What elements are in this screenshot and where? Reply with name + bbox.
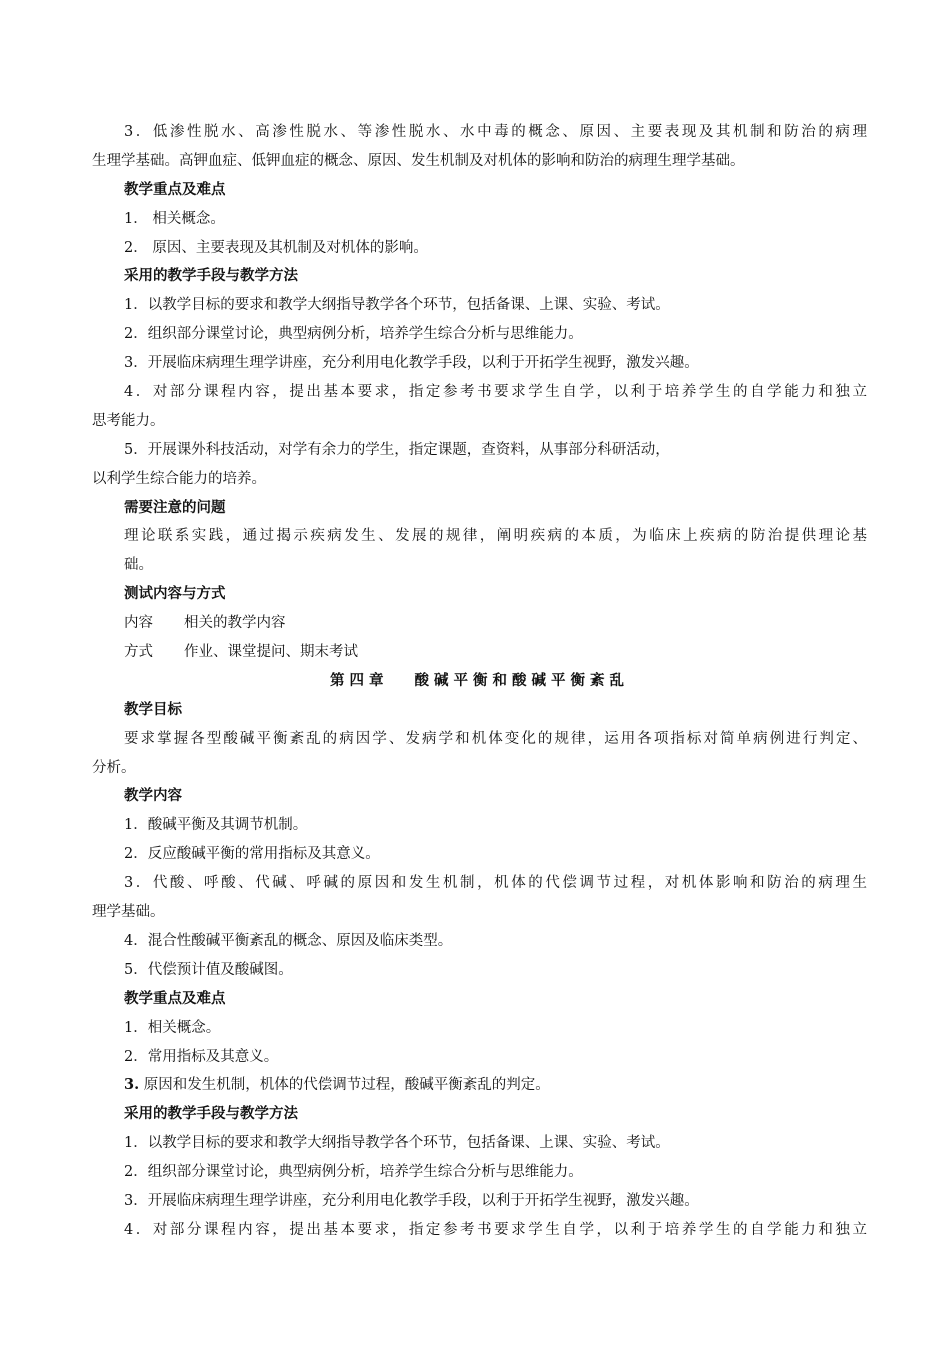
chapter-name: 酸碱平衡和酸碱平衡紊乱	[414, 671, 629, 689]
list-item: 2．反应酸碱平衡的常用指标及其意义。	[124, 846, 380, 863]
heading-notes: 需要注意的问题	[124, 498, 226, 516]
heading-methods: 采用的教学手段与教学方法	[124, 267, 298, 285]
chapter-title	[92, 667, 867, 696]
list-item: 3．开展临床病理生理学讲座，充分利用电化教学手段，以利于开拓学生视野，激发兴趣。	[124, 355, 699, 372]
heading-key-points: 教学重点及难点	[124, 180, 226, 198]
list-item: 1．以教学目标的要求和教学大纲指导教学各个环节，包括备课、上课、实验、考试。	[124, 1135, 670, 1152]
page-content	[92, 118, 867, 1245]
heading-content: 教学内容	[124, 787, 182, 805]
list-item: 2．组织部分课堂讨论，典型病例分析，培养学生综合分析与思维能力。	[124, 326, 583, 343]
paragraph-notes-line1: 理论联系实践，通过揭示疾病发生、发展的规律，阐明疾病的本质，为临床上疾病的防治提供理论基	[124, 528, 867, 545]
list-item: 5．代偿预计值及酸碱图。	[124, 961, 293, 978]
heading-key-points-ch4: 教学重点及难点	[124, 989, 226, 1007]
list-item-continuation: 以利学生综合能力的培养。	[92, 470, 266, 487]
test-method-value: 作业、课堂提问、期末考试	[184, 644, 358, 661]
test-content-label: 内容	[124, 615, 153, 632]
test-method-row	[92, 638, 867, 667]
heading-methods-ch4: 采用的教学手段与教学方法	[124, 1105, 298, 1123]
chapter-number: 第四章	[330, 671, 389, 689]
paragraph-notes-line2: 础。	[124, 557, 153, 574]
list-item: 2．组织部分课堂讨论，典型病例分析，培养学生综合分析与思维能力。	[124, 1164, 583, 1181]
list-item: 3．代酸、呼酸、代碱、呼碱的原因和发生机制，机体的代偿调节过程，对机体影响和防治的病理生	[124, 875, 867, 892]
test-method-label: 方式	[124, 644, 153, 661]
paragraph-item3-line1: 3．低渗性脱水、高渗性脱水、等渗性脱水、水中毒的概念、原因、主要表现及其机制和防治的病理	[124, 124, 867, 140]
list-item-continuation: 理学基础。	[92, 904, 165, 921]
list-item: 2． 原因、主要表现及其机制及对机体的影响。	[124, 239, 428, 256]
test-content-value: 相关的教学内容	[184, 615, 286, 632]
paragraph-goal-line2: 分析。	[92, 759, 136, 776]
list-item: 1．以教学目标的要求和教学大纲指导教学各个环节，包括备课、上课、实验、考试。	[124, 297, 670, 314]
list-item: 2．常用指标及其意义。	[124, 1048, 279, 1065]
list-item-continuation: 思考能力。	[92, 412, 165, 429]
list-item: 1．酸碱平衡及其调节机制。	[124, 817, 308, 834]
paragraph-goal-line1: 要求掌握各型酸碱平衡紊乱的病因学、发病学和机体变化的规律，运用各项指标对简单病例进行判定、	[124, 730, 867, 747]
list-item: 4．对部分课程内容，提出基本要求，指定参考书要求学生自学，以利于培养学生的自学能力和独立	[124, 384, 867, 401]
heading-test: 测试内容与方式	[124, 585, 226, 603]
list-item: 4．对部分课程内容，提出基本要求，指定参考书要求学生自学，以利于培养学生的自学能力和独立	[124, 1221, 867, 1238]
heading-goal: 教学目标	[124, 700, 182, 718]
list-item: 1．相关概念。	[124, 1019, 221, 1036]
list-item: 4．混合性酸碱平衡紊乱的概念、原因及临床类型。	[124, 932, 453, 949]
list-item: 1． 相关概念。	[124, 210, 225, 227]
paragraph-item3-line2: 生理学基础。高钾血症、低钾血症的概念、原因、发生机制及对机体的影响和防治的病理生理学基础。	[92, 152, 745, 169]
list-item-text: 原因和发生机制，机体的代偿调节过程，酸碱平衡紊乱的判定。	[139, 1077, 550, 1094]
list-item-number: 3.	[124, 1076, 140, 1094]
list-item: 5．开展课外科技活动，对学有余力的学生，指定课题，查资料，从事部分科研活动，	[124, 441, 670, 458]
list-item: 3．开展临床病理生理学讲座，充分利用电化教学手段，以利于开拓学生视野，激发兴趣。	[124, 1192, 699, 1209]
test-content-row	[92, 609, 867, 638]
list-item	[92, 1071, 867, 1100]
